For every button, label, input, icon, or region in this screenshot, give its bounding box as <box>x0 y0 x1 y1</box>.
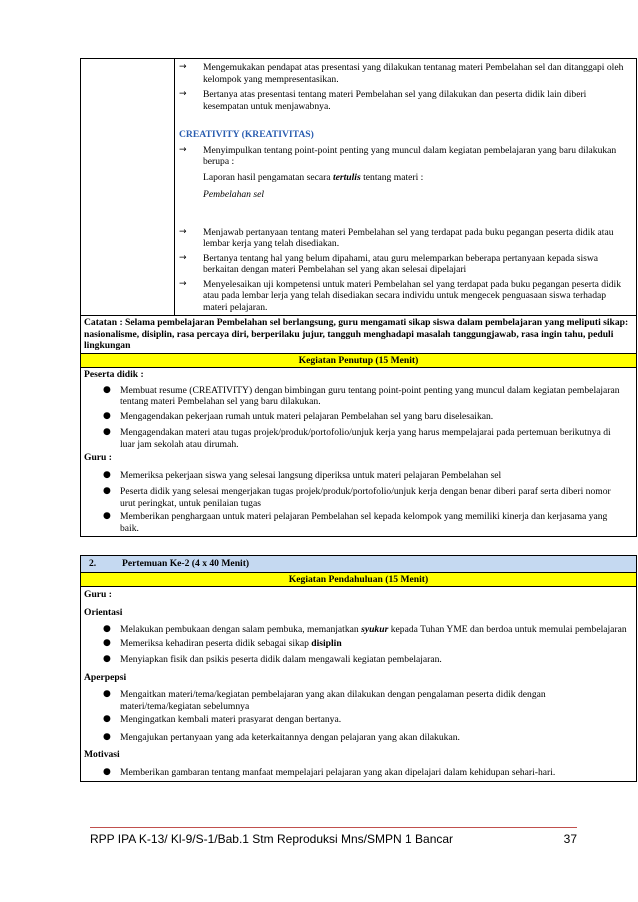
penutup-content <box>81 368 637 537</box>
list-item: ● Mengagendakan pekerjaan rumah untuk materi pelajaran Pembelahan sel yang baru diselesaikan. <box>103 410 494 422</box>
penutup-title: Kegiatan Penutup (15 Menit) <box>81 353 637 368</box>
pendahuluan-content-row <box>81 587 637 782</box>
page-footer <box>90 827 577 846</box>
page-number: 37 <box>563 832 577 846</box>
list-item: → Bertanya atas presentasi tentang materi Pembelahan sel yang dilakukan dan peserta didik lain diberi kesempatan untuk menjawabnya. <box>179 89 587 112</box>
creativity-heading: CREATIVITY (KREATIVITAS) <box>179 129 314 140</box>
orientasi-label: Orientasi <box>84 606 123 618</box>
catatan-row <box>81 316 637 354</box>
document-page <box>80 44 637 782</box>
apersepsi-label: Aperpepsi <box>84 671 127 683</box>
bullet-icon: ● <box>103 624 111 634</box>
list-item: → Menjawab pertanyaan tentang materi Pembelahan sel yang terdapat pada buku pegangan peserta didik atau lembar kerja yang telah disediakan. <box>179 226 614 249</box>
penutup-header-row <box>81 353 637 368</box>
bullet-icon: ● <box>103 427 111 437</box>
bullet-icon: ● <box>103 410 111 421</box>
empty-cell <box>81 59 175 316</box>
list-item: → Mengemukakan pendapat atas presentasi yang dilakukan tentanag materi Pembelahan sel dan ditanggapi oleh kelompok yang mempresentasikan. <box>179 62 624 85</box>
bullet-icon: ● <box>103 637 111 648</box>
catatan-note: Catatan : Selama pembelajaran Pembelahan sel berlangsung, guru mengamati sikap siswa dalam pembelajaran yang meliputi sikap: nasionalisme, disiplin, rasa percaya diri, berperilaku jujur, tangguh menghadapi masalah tanggungjawab, rasa ingin tahu, peduli lingkungan <box>81 316 637 354</box>
pendahuluan-content <box>81 587 637 782</box>
list-item: ● Memeriksa kehadiran peserta didik sebagai sikap disiplin <box>103 637 342 649</box>
list-item: ● Menyiapkan fisik dan psikis peserta didik dalam mengawali kegiatan pembelajaran. <box>103 654 442 665</box>
arrow-icon: → <box>179 89 187 99</box>
penutup-content-row <box>81 368 637 537</box>
materi-line: Pembelahan sel <box>203 189 265 200</box>
bullet-icon: ● <box>103 511 111 521</box>
arrow-icon: → <box>179 62 187 72</box>
arrow-icon: → <box>179 226 187 237</box>
pendahuluan-title: Kegiatan Pendahuluan (15 Menit) <box>81 572 637 587</box>
kegiatan-inti-table <box>80 58 637 537</box>
bullet-icon: ● <box>103 766 111 777</box>
list-item: → Menyelesaikan uji kompetensi untuk materi Pembelahan sel yang terdapat pada buku pegangan peserta didik atau pada lembar lerja yang telah disediakan secara individu untuk mengecek penguasaan siswa terhadap materi pelajaran. <box>179 278 621 313</box>
pertemuan-title: Pertemuan Ke-2 (4 x 40 Menit) <box>122 558 250 569</box>
bullet-icon: ● <box>103 469 111 480</box>
list-item: ● Memberikan penghargaan untuk materi pelajaran Pembelahan sel kepada kelompok yang memiliki kinerja dan kerjasama yang baik. <box>103 511 608 534</box>
list-item: ● Mengingatkan kembali materi prasyarat dengan bertanya. <box>103 714 342 725</box>
list-item: ● Membuat resume (CREATIVITY) dengan bimbingan guru tentang point-point penting yang muncul dalam kegiatan pembelajaran tentang materi Pembelahan sel yang baru dilakukan. <box>103 384 620 407</box>
bullet-icon: ● <box>103 654 111 664</box>
pendahuluan-header-row <box>81 572 637 587</box>
bullet-icon: ● <box>103 486 111 496</box>
list-item: ● Memberikan gambaran tentang manfaat mempelajari pelajaran yang akan dipelajari dalam kehidupan sehari-hari. <box>103 766 556 778</box>
bullet-icon: ● <box>103 714 111 724</box>
list-item: → Bertanya tentang hal yang belum dipahami, atau guru melemparkan beberapa pertanyaan kepada siswa berkaitan dengan materi Pembelahan sel yang akan selesai dipelajari <box>179 252 599 275</box>
pertemuan-2-table <box>80 555 637 782</box>
arrow-icon: → <box>179 252 187 263</box>
list-item: ● Memeriksa pekerjaan siswa yang selesai langsung diperiksa untuk materi pelajaran Pembelahan sel <box>103 469 502 481</box>
bullet-icon: ● <box>103 731 111 742</box>
arrow-icon: → <box>179 144 187 155</box>
list-item: ● Mengajukan pertanyaan yang ada keterkaitannya dengan pelajaran yang akan dilakukan. <box>103 731 460 743</box>
peserta-label: Peserta didik : <box>84 369 144 380</box>
pertemuan-number: 2. <box>89 558 97 569</box>
pertemuan-title-cell <box>81 556 637 573</box>
pertemuan-header-row <box>81 556 637 573</box>
bullet-icon: ● <box>103 689 111 699</box>
footer-text: RPP IPA K-13/ Kl-9/S-1/Bab.1 Stm Reproduksi Mns/SMPN 1 Bancar <box>90 832 454 846</box>
list-item: ● Mengagendakan materi atau tugas projek/produk/portofolio/unjuk kerja yang harus mempelajarai pada pertemuan berikutnya di luar jam sekolah atau dirumah. <box>103 427 611 450</box>
guru-label: Guru : <box>84 452 112 463</box>
list-item: ● Peserta didik yang selesai mengerjakan tugas projek/produk/portofolio/unjuk kerja dengan benar diberi paraf serta diberi nomor urut peringkat, untuk penilaian tugas <box>103 486 611 509</box>
inti-content-cell <box>175 59 637 316</box>
arrow-icon: → <box>179 278 187 289</box>
list-item: ● Melakukan pembukaan dengan salam pembuka, memanjatkan syukur kepada Tuhan YME dan berdoa untuk memulai pembelajaran <box>103 624 627 635</box>
list-item: ● Mengaitkan materi/tema/kegiatan pembelajaran yang akan dilakukan dengan pengalaman peserta didik dengan materi/tema/kegiatan sebelumnya <box>103 689 546 712</box>
motivasi-label: Motivasi <box>84 749 120 760</box>
list-item: → Menyimpulkan tentang point-point penting yang muncul dalam kegiatan pembelajaran yang baru dilakukan berupa : <box>179 144 617 167</box>
laporan-line: Laporan hasil pengamatan secara tertulis tentang materi : <box>203 171 424 183</box>
bullet-icon: ● <box>103 384 111 395</box>
guru-label: Guru : <box>84 589 112 600</box>
inti-row <box>81 59 637 316</box>
